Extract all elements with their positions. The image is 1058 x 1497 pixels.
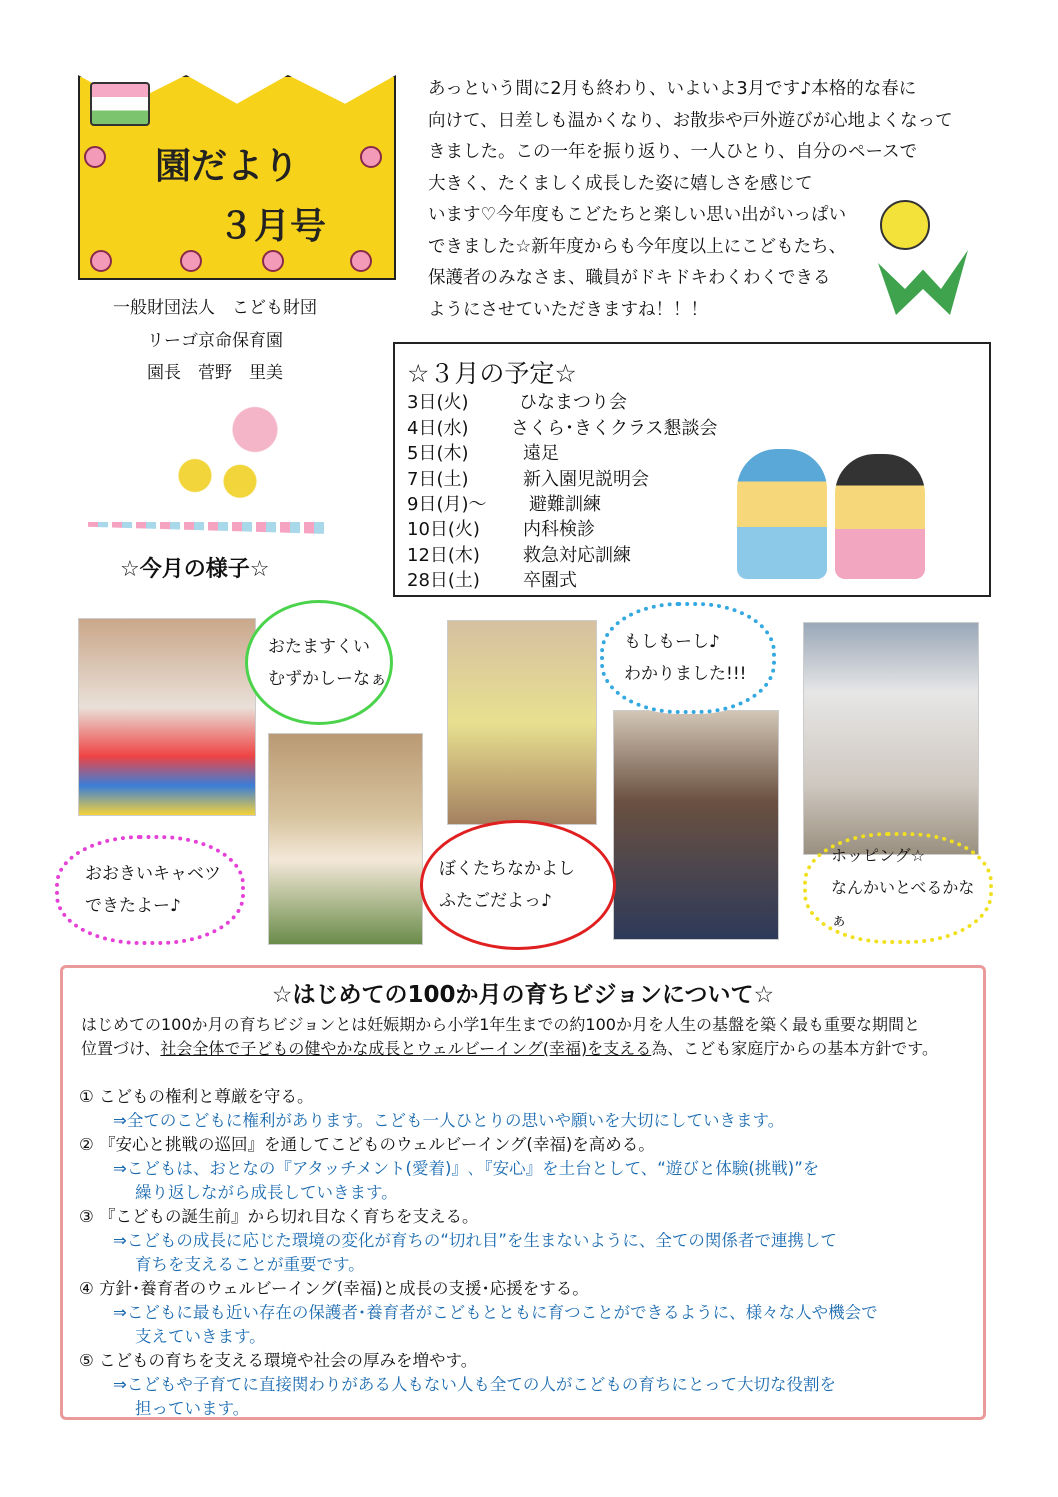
vision-box bbox=[60, 965, 986, 1420]
schedule-date: 12日(木) bbox=[407, 545, 480, 566]
speech-bubble-cabbage bbox=[55, 835, 245, 945]
photo-baby-ball-pool bbox=[78, 618, 256, 816]
garland-decoration bbox=[88, 522, 328, 534]
intro-line: きました。この一年を振り返り、一人ひとり、自分のペースで bbox=[428, 142, 918, 162]
schedule-item bbox=[407, 465, 649, 491]
hina-doll-empress-illustration bbox=[835, 454, 925, 579]
intro-line: 大きく、たくましく成長した姿に嬉しさを感じて bbox=[428, 173, 813, 194]
flower-icon bbox=[180, 250, 202, 272]
dandelion-icon bbox=[880, 200, 930, 250]
vision-item-heading: ① こどもの権利と尊厳を守る。 bbox=[79, 1087, 314, 1106]
bubble-text: ぼくたちなかよし bbox=[439, 859, 575, 879]
vision-item-heading: ⑤ こどもの育ちを支える環境や社会の厚みを増やす。 bbox=[79, 1351, 478, 1370]
photo-cabbage-harvest bbox=[268, 733, 423, 945]
schedule-date: 10日(火) bbox=[407, 519, 480, 540]
intro-line: います♡今年度もこどたちと楽しい思い出がいっぱい bbox=[428, 205, 847, 225]
newsletter-title: 園だより bbox=[155, 146, 300, 187]
vision-item-detail: 支えていきます。 bbox=[135, 1327, 266, 1346]
hina-doll-emperor-illustration bbox=[737, 449, 827, 579]
flower-icon bbox=[350, 250, 372, 272]
intro-line: 保護者のみなさま、職員がドキドキわくわくできる bbox=[428, 268, 831, 288]
vision-intro-underlined: 社会全体で子どもの健やかな成長とウェルビーイング(幸福)を支える bbox=[160, 1039, 652, 1058]
vision-intro-text: はじめての100か月の育ちビジョンとは妊娠期から小学1年生までの約100か月を人生の基盤を築く最も重要な期間と bbox=[81, 1015, 920, 1034]
vision-item-detail: ⇒こどもに最も近い存在の保護者･養育者がこどもとともに育つことができるように、様々な人や機会で bbox=[113, 1303, 878, 1322]
photo-toy-phone bbox=[447, 620, 597, 825]
flower-icon bbox=[90, 250, 112, 272]
vision-item-detail: 育ちを支えることが重要です。 bbox=[135, 1255, 365, 1274]
speech-bubble-twins bbox=[420, 820, 616, 950]
bubble-text: わかりました!!! bbox=[624, 664, 747, 684]
schedule-item bbox=[407, 541, 631, 567]
school-name: リーゴ京命保育園 bbox=[147, 331, 283, 351]
schedule-event: 内科検診 bbox=[523, 519, 595, 540]
intro-line: ようにさせていただきますね！！！ bbox=[428, 299, 708, 320]
bubble-text: ホッピング☆ bbox=[831, 846, 926, 865]
vision-item-detail: 担っています。 bbox=[135, 1399, 250, 1418]
vision-item-detail: ⇒こどもや子育てに直接関わりがある人もない人も全ての人がこどもの育ちにとって大切な役割を bbox=[113, 1375, 836, 1394]
child-dandelion-illustration bbox=[150, 395, 300, 510]
principal-name: 園長 菅野 里美 bbox=[147, 363, 283, 383]
speech-bubble-hopping bbox=[803, 832, 993, 944]
schedule-date: 7日(土) bbox=[407, 469, 469, 490]
bubble-text: できたよー♪ bbox=[85, 896, 181, 916]
hina-cake-illustration bbox=[90, 82, 150, 126]
schedule-date: 4日(水) bbox=[407, 418, 469, 439]
bubble-text: おたますくい bbox=[268, 636, 370, 657]
schedule-date: 5日(木) bbox=[407, 443, 469, 464]
vision-title: ☆はじめての100か月の育ちビジョンについて☆ bbox=[271, 982, 775, 1008]
bubble-text: なんかいとべるかなぁ bbox=[831, 878, 975, 929]
schedule-item bbox=[407, 388, 627, 414]
schedule-event: ひなまつり会 bbox=[519, 392, 627, 413]
schedule-date: 3日(火) bbox=[407, 392, 469, 413]
bubble-text: ふたごだよっ♪ bbox=[439, 891, 552, 911]
schedule-item bbox=[407, 566, 577, 592]
speech-bubble-phone bbox=[600, 602, 776, 714]
schedule-item bbox=[407, 490, 601, 516]
schedule-item bbox=[407, 515, 595, 541]
vision-item-detail: ⇒こどもの成長に応じた環境の変化が育ちの“切れ目”を生まないように、全ての関係者で連携して bbox=[113, 1231, 837, 1250]
section-title: ☆今月の様子☆ bbox=[120, 557, 270, 582]
schedule-item bbox=[407, 414, 717, 440]
schedule-event: 避難訓練 bbox=[529, 494, 601, 515]
schedule-event: 卒園式 bbox=[523, 570, 577, 591]
vision-item-detail: 繰り返しながら成長していきます。 bbox=[135, 1183, 398, 1202]
bubble-text: むずかしーなぁ bbox=[268, 668, 387, 689]
vision-item-heading: ④ 方針･養育者のウェルビーイング(幸福)と成長の支援･応援をする。 bbox=[79, 1279, 589, 1298]
intro-line: 向けて、日差しも温かくなり、お散歩や戸外遊びが心地よくなって bbox=[428, 110, 953, 131]
bubble-text: おおきいキャベツ bbox=[85, 864, 221, 884]
newsletter-month: ３月号 bbox=[218, 206, 327, 247]
photo-hopping bbox=[803, 622, 979, 855]
bubble-text: もしもーし♪ bbox=[624, 632, 720, 652]
org-name: 一般財団法人 こども財団 bbox=[113, 298, 317, 318]
flower-icon bbox=[84, 146, 106, 168]
schedule-date: 9日(月)～ bbox=[407, 494, 487, 515]
schedule-event: 遠足 bbox=[523, 443, 559, 464]
vision-intro bbox=[63, 1009, 983, 1061]
photo-twins-hug bbox=[613, 710, 779, 940]
schedule-event: 新入園児説明会 bbox=[523, 469, 649, 490]
vision-intro-text: 位置づけ、 bbox=[81, 1039, 161, 1058]
flower-icon bbox=[360, 146, 382, 168]
speech-bubble-otama bbox=[245, 600, 393, 725]
intro-line: できました☆新年度からも今年度以上にこどもたち、 bbox=[428, 236, 847, 257]
vision-intro-text: 為、こども家庭庁からの基本方針です。 bbox=[651, 1039, 938, 1058]
schedule-event: 救急対応訓練 bbox=[523, 545, 631, 566]
schedule-event: さくら･きくクラス懇談会 bbox=[511, 418, 718, 439]
flower-icon bbox=[262, 250, 284, 272]
vision-item-detail: ⇒全てのこどもに権利があります。こども一人ひとりの思いや願いを大切にしていきます。 bbox=[113, 1111, 785, 1130]
intro-line: あっという間に2月も終わり、いよいよ3月です♪本格的な春に bbox=[428, 79, 917, 99]
schedule-date: 28日(土) bbox=[407, 570, 480, 591]
vision-item-detail: ⇒こどもは、おとなの『アタッチメント(愛着)』､『安心』を土台として、“遊びと体験(挑戦)”を bbox=[113, 1159, 820, 1178]
vision-item-heading: ② 『安心と挑戦の巡回』を通してこどものウェルビーイング(幸福)を高める。 bbox=[79, 1135, 655, 1154]
schedule-item bbox=[407, 439, 559, 465]
vision-item-heading: ③ 『こどもの誕生前』から切れ目なく育ちを支える。 bbox=[79, 1207, 479, 1226]
schedule-box bbox=[393, 342, 991, 597]
schedule-title: ☆３月の予定☆ bbox=[407, 359, 577, 388]
